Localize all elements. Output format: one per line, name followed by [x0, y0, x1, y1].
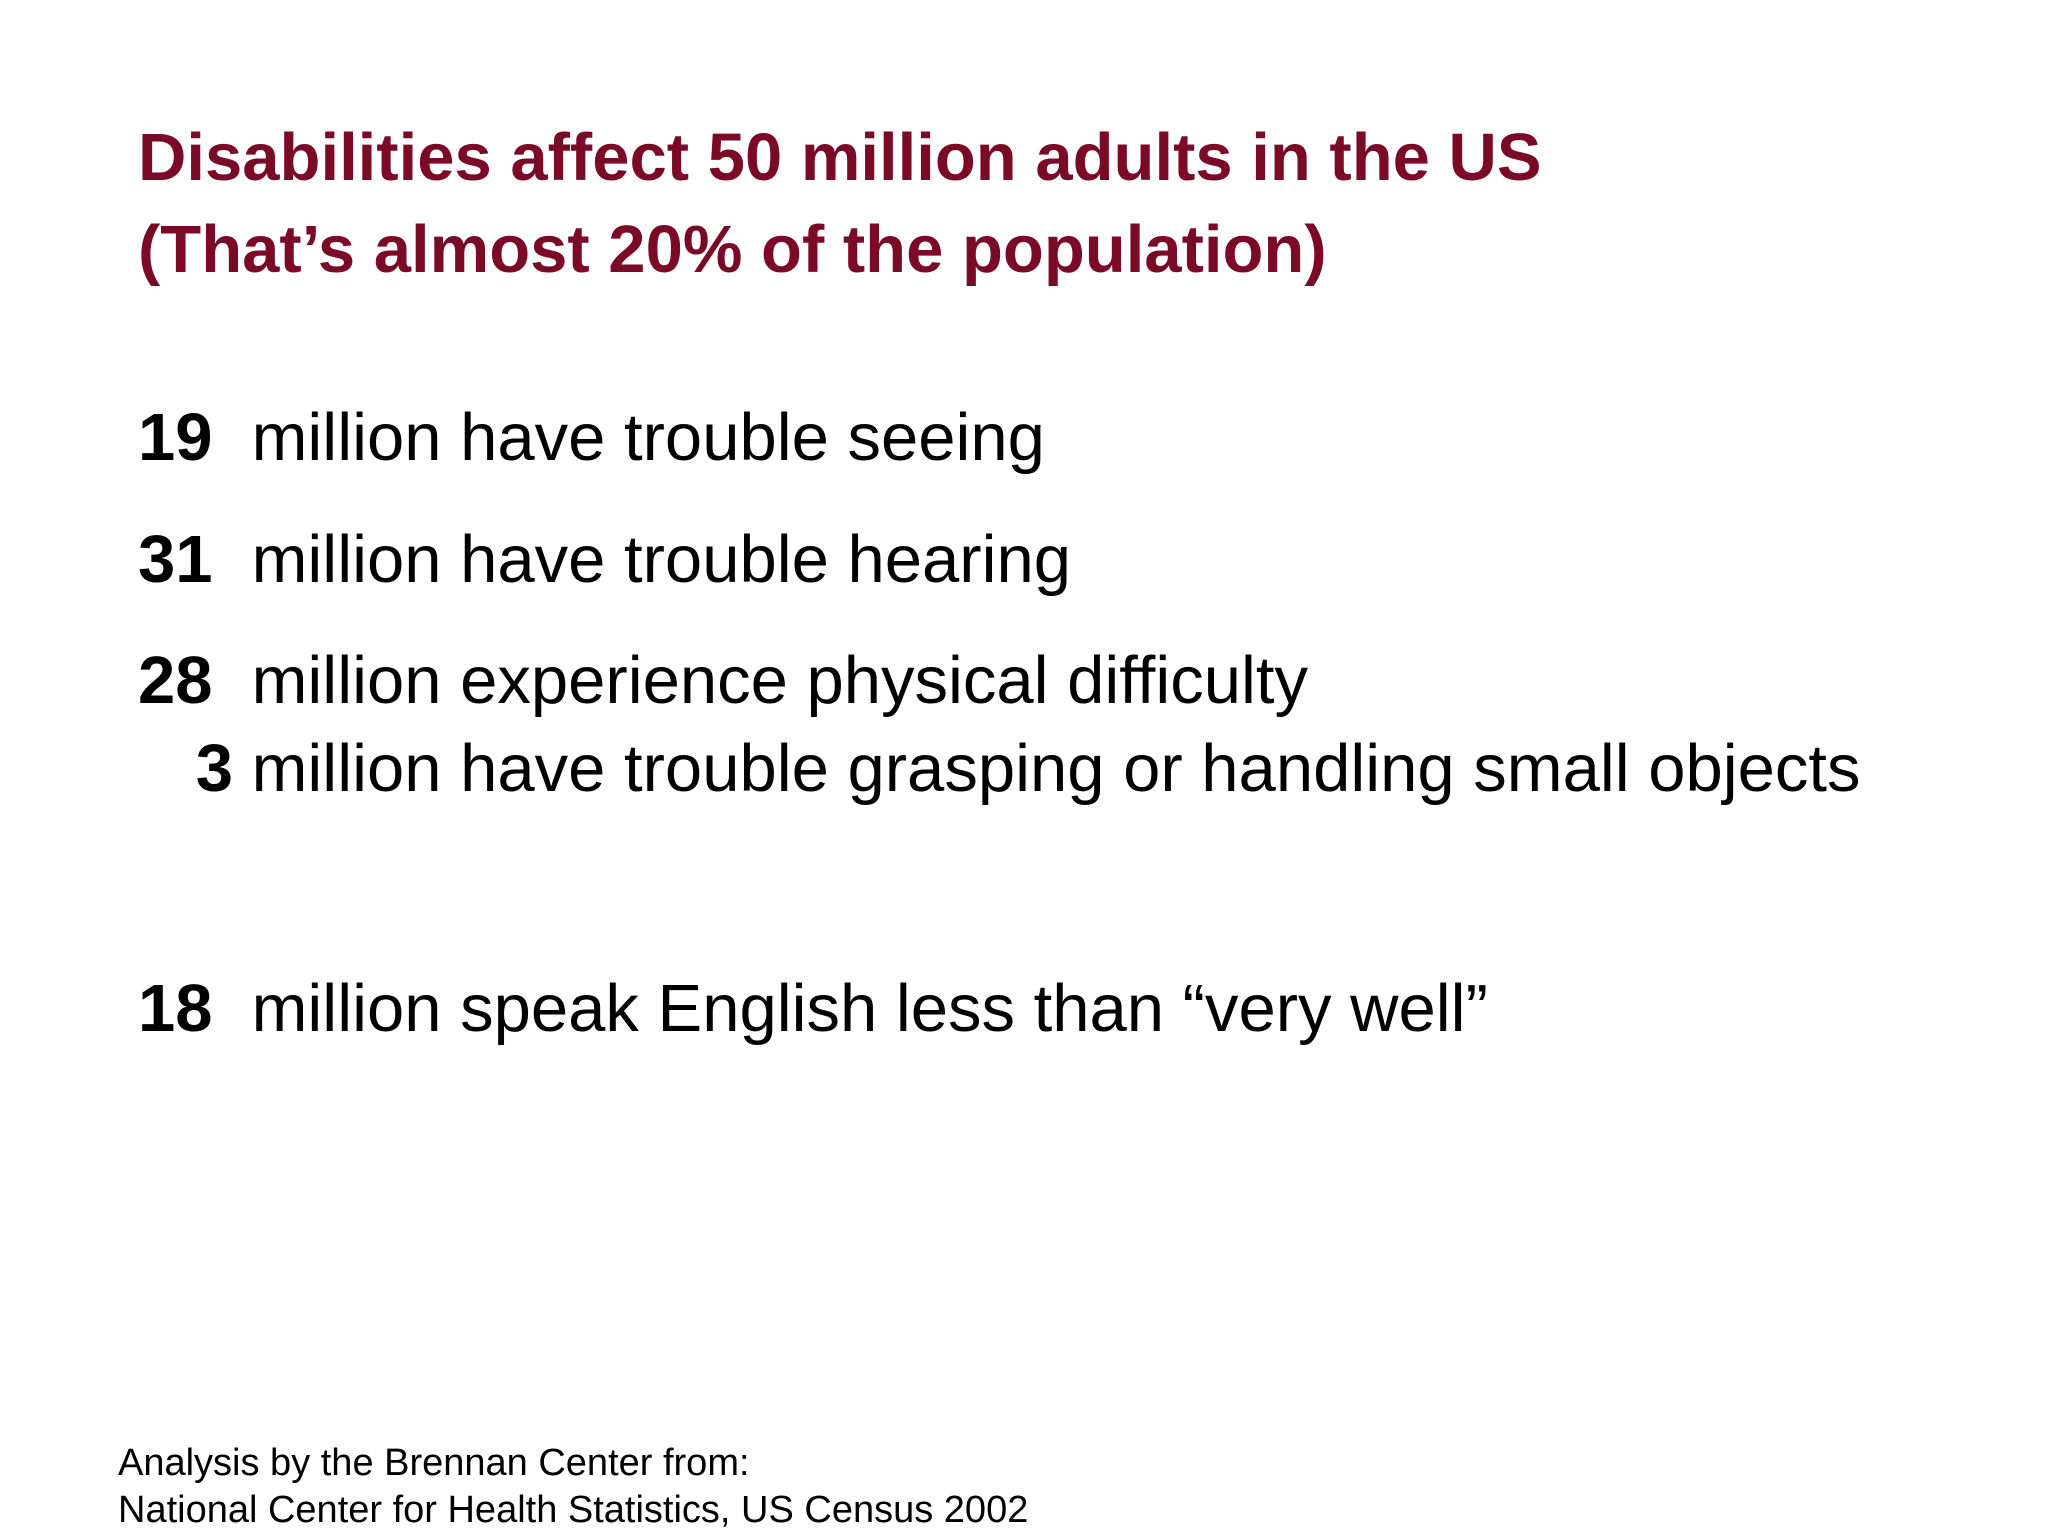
stat-number: 3 [195, 731, 233, 806]
stat-text: million have trouble grasping or handling small objects [233, 731, 1861, 806]
title-line-1: Disabilities affect 50 million adults in the US [138, 120, 1542, 195]
stat-number: 19 [138, 400, 213, 475]
source-line-2: National Center for Health Statistics, US Census 2002 [118, 1489, 1029, 1531]
stat-text: million have trouble seeing [233, 400, 1045, 475]
stat-text: million speak English less than “very well” [233, 971, 1488, 1046]
stat-english [138, 969, 1488, 1049]
stat-number: 18 [138, 971, 213, 1046]
stat-hearing [138, 520, 1071, 600]
source-citation [118, 1440, 1028, 1534]
title-line-2: (That’s almost 20% of the population) [138, 212, 1327, 287]
stat-number: 28 [138, 643, 213, 718]
stat-seeing [138, 398, 1045, 478]
stat-text: million experience physical difficulty [233, 643, 1308, 718]
slide-title [138, 112, 1542, 296]
stat-grasping [138, 729, 1861, 809]
source-line-1: Analysis by the Brennan Center from: [118, 1442, 750, 1484]
stat-physical [138, 641, 1308, 721]
stat-text: million have trouble hearing [233, 522, 1071, 597]
stat-number: 31 [138, 522, 213, 597]
